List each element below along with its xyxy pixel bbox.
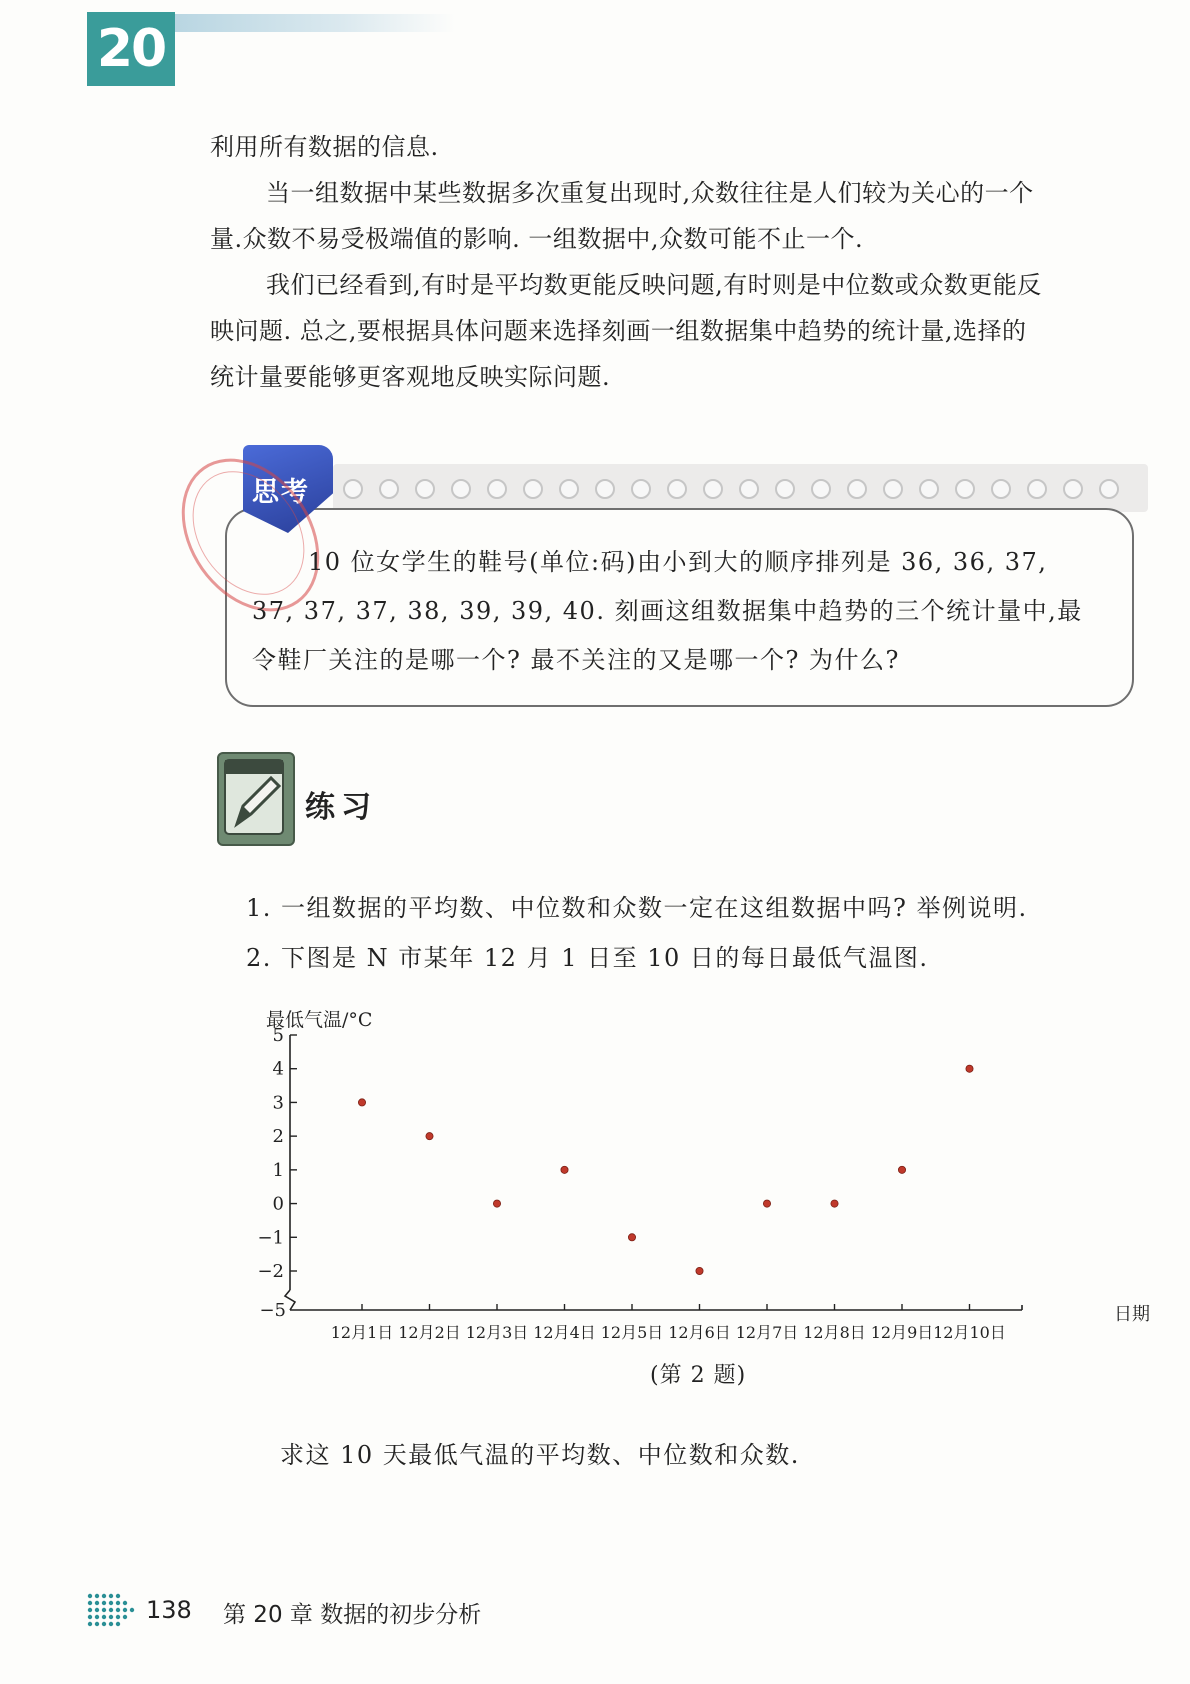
page-number: 138 [146, 1596, 192, 1624]
ring-icon [1063, 479, 1083, 499]
ring-icon [955, 479, 975, 499]
data-point [696, 1267, 703, 1274]
think-question [252, 538, 1112, 685]
body-line: 量.众数不易受极端值的影响. 一组数据中,众数可能不止一个. [210, 225, 864, 253]
ring-icon [379, 479, 399, 499]
body-line: 统计量要能够更客观地反映实际问题. [210, 363, 611, 391]
body-text [210, 124, 1145, 400]
ring-icon [343, 479, 363, 499]
ring-icon [595, 479, 615, 499]
ring-icon [775, 479, 795, 499]
exercise-2-question: 求这 10 天最低气温的平均数、中位数和众数. [280, 1441, 800, 1469]
body-line: 当一组数据中某些数据多次重复出现时,众数往往是人们较为关心的一个 [266, 179, 1034, 207]
y-tick-label: 0 [272, 1193, 284, 1215]
ring-icon [883, 479, 903, 499]
data-point [763, 1200, 770, 1207]
ring-icon [703, 479, 723, 499]
x-tick-label: 12月2日 [398, 1323, 461, 1342]
temperature-scatter-chart [252, 998, 1152, 1358]
think-line: 37, 37, 37, 38, 39, 39, 40. 刻画这组数据集中趋势的三个统计量中,最 [252, 597, 1083, 625]
body-line: 我们已经看到,有时是平均数更能反映问题,有时则是中位数或众数更能反 [266, 271, 1042, 299]
ring-icon [1099, 479, 1119, 499]
y-tick-label: 2 [272, 1126, 284, 1148]
ring-icon [847, 479, 867, 499]
x-tick-label: 12月9日 [870, 1323, 934, 1342]
data-point [966, 1065, 973, 1072]
data-point [561, 1166, 568, 1173]
data-point [831, 1200, 838, 1207]
y-tick-label: 5 [272, 1025, 284, 1046]
y-tick-label: 4 [272, 1058, 284, 1080]
y-axis-label: 最低气温/°C [266, 1009, 373, 1031]
header-decoration-band [175, 14, 455, 32]
ring-icon [667, 479, 687, 499]
think-line: 令鞋厂关注的是哪一个? 最不关注的又是哪一个? 为什么? [252, 646, 900, 674]
x-tick-label: 12月8日 [803, 1323, 866, 1342]
ring-icon [451, 479, 471, 499]
y-break-label: −5 [259, 1300, 286, 1321]
data-point [493, 1200, 500, 1207]
notebook-ring-strip [333, 464, 1148, 512]
x-tick-label: 12月4日 [533, 1323, 596, 1342]
y-tick-label: −2 [257, 1261, 284, 1282]
exercise-2: 2. 下图是 N 市某年 12 月 1 日至 10 日的每日最低气温图. [246, 944, 929, 972]
ring-icon [1027, 479, 1047, 499]
practice-label: 练习 [305, 790, 377, 825]
footer-dots-icon [86, 1590, 140, 1630]
ring-icon [559, 479, 579, 499]
axis-break-mark [285, 1290, 295, 1310]
data-point [426, 1133, 433, 1140]
ring-icon [415, 479, 435, 499]
think-line: 10 位女学生的鞋号(单位:码)由小到大的顺序排列是 36, 36, 37, [308, 548, 1048, 576]
ring-icon [523, 479, 543, 499]
exercise-1: 1. 一组数据的平均数、中位数和众数一定在这组数据中吗? 举例说明. [246, 894, 1028, 922]
ring-icon [991, 479, 1011, 499]
y-tick-label: 3 [272, 1092, 284, 1114]
y-tick-label: −1 [257, 1227, 284, 1249]
figure-caption: (第 2 题) [650, 1363, 747, 1388]
chapter-title: 第 20 章 数据的初步分析 [223, 1602, 482, 1628]
x-tick-label: 12月10日 [933, 1323, 1006, 1342]
ring-icon [487, 479, 507, 499]
x-tick-label: 12月6日 [668, 1323, 731, 1342]
x-tick-label: 12月3日 [465, 1323, 529, 1342]
chapter-number-badge: 20 [87, 12, 175, 86]
data-point [898, 1166, 905, 1173]
body-line: 映问题. 总之,要根据具体问题来选择刻画一组数据集中趋势的统计量,选择的 [210, 317, 1027, 345]
data-point [358, 1099, 365, 1106]
x-tick-label: 12月5日 [600, 1323, 664, 1342]
ring-icon [739, 479, 759, 499]
body-line: 利用所有数据的信息. [210, 133, 439, 161]
pencil-icon [217, 752, 295, 846]
x-axis-label: 日期 [1114, 1304, 1150, 1325]
y-tick-label: 1 [272, 1159, 284, 1181]
ring-icon [811, 479, 831, 499]
think-label: 思考 [252, 477, 310, 508]
data-point [628, 1234, 635, 1241]
ring-icon [631, 479, 651, 499]
ring-icon [919, 479, 939, 499]
x-tick-label: 12月1日 [330, 1323, 394, 1342]
x-tick-label: 12月7日 [735, 1323, 799, 1342]
